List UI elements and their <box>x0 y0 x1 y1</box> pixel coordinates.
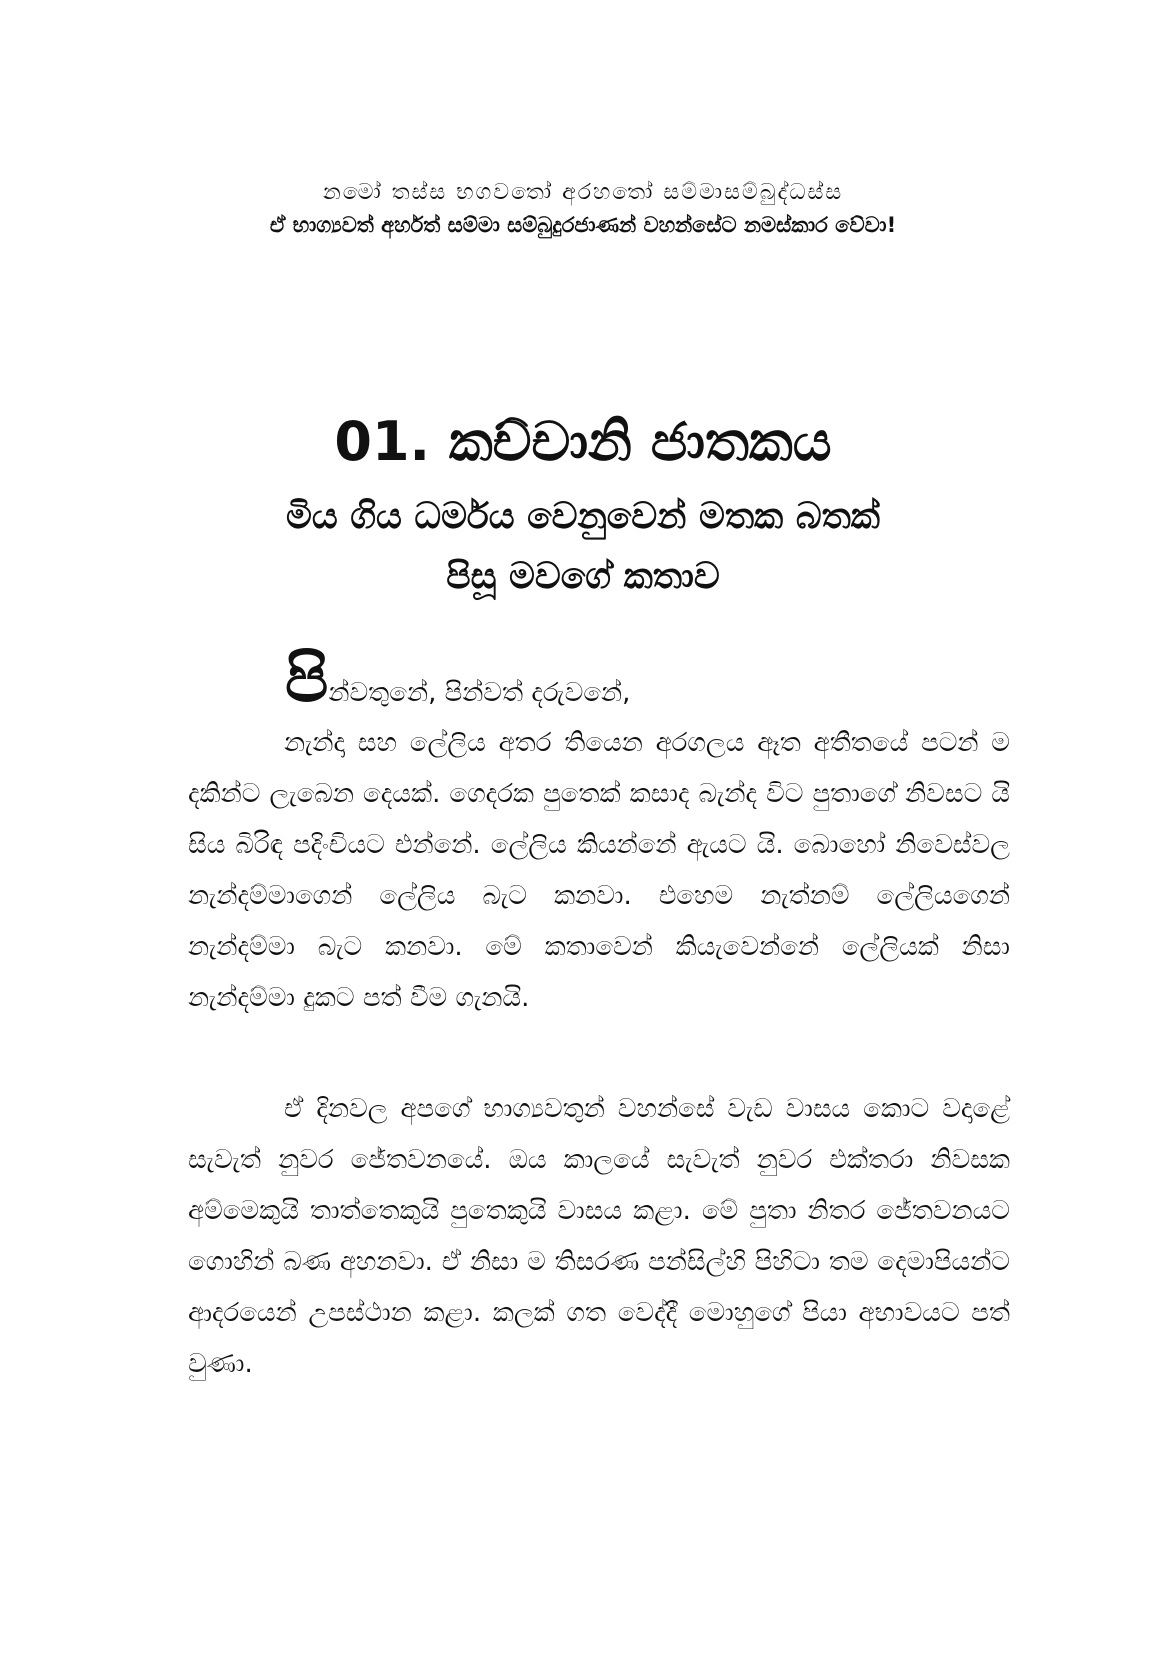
body-paragraph-1: නැන්දා සහ ලේලිය අතර තියෙන අරගලය ඈත අතීතයේ පටන් ම දකින්ට ලැබෙන දෙයක්. ගෙදරක පුතෙක් කසාද බැන්ද විට පුතාගේ නිවසට යි සිය බිරිඳ පදිංචියට එන්නේ. ලේලිය කියන්නේ ඇයට යි. බොහෝ නිවෙස්වල නැන්දම්මාගෙන් ලේලිය බැට කනවා. එහෙම නැත්නම් ලේලියගෙන් නැන්දම්මා බැට කනවා. මේ කතාවෙන් කියැවෙන්නේ ලේලියක් නිසා නැන්දම්මා දුකට පත් වීම ගැනයි. <box>188 728 1010 1013</box>
chapter-title: 01. කච්චානි ජාතකය <box>334 410 832 473</box>
body-paragraph-2: ඒ දිනවල අපගේ භාග්‍යවතුන් වහන්සේ වැඩ වාසය කොට වදාළේ සැවැත් නුවර ජේතවනයේ. ඔය කාලයේ සැවැත් නුවර එක්තරා නිවසක අම්මෙකුයි තාත්තෙකුයි පුතෙකුයි වාසය කළා. මේ පුතා නිතර ජේතවනයට ගොහින් බණ අහනවා. ඒ නිසා ම තිසරණ පන්සිල්හි පිහිටා තම දෙමාපියන්ට ආදරයෙන් උපස්ථාන කළා. කලක් ගත වෙද්දී මොහුගේ පියා අභාවයට පත් වුණා. <box>188 1094 1010 1379</box>
salutation-pali: නමෝ තස්ස භගවතෝ අරහතෝ සම්මාසම්බුද්ධස්ස <box>322 180 844 205</box>
salutation-sinhala: ඒ භාග්‍යවත් අර්හත් සම්මා සම්බුදුරජාණන් වහන්සේට නමස්කාර වේවා! <box>269 213 897 237</box>
chapter-subtitle-line2: පිසූ මවගේ කතාව <box>446 556 720 597</box>
greeting-dropcap: පි <box>285 643 329 717</box>
chapter-subtitle-line1: මිය ගිය ධර්මය වෙනුවෙන් මතක බතක් <box>285 496 881 537</box>
greeting-text: න්වතුනේ, පින්වත් දරුවනේ, <box>328 678 631 708</box>
greeting <box>285 643 631 718</box>
